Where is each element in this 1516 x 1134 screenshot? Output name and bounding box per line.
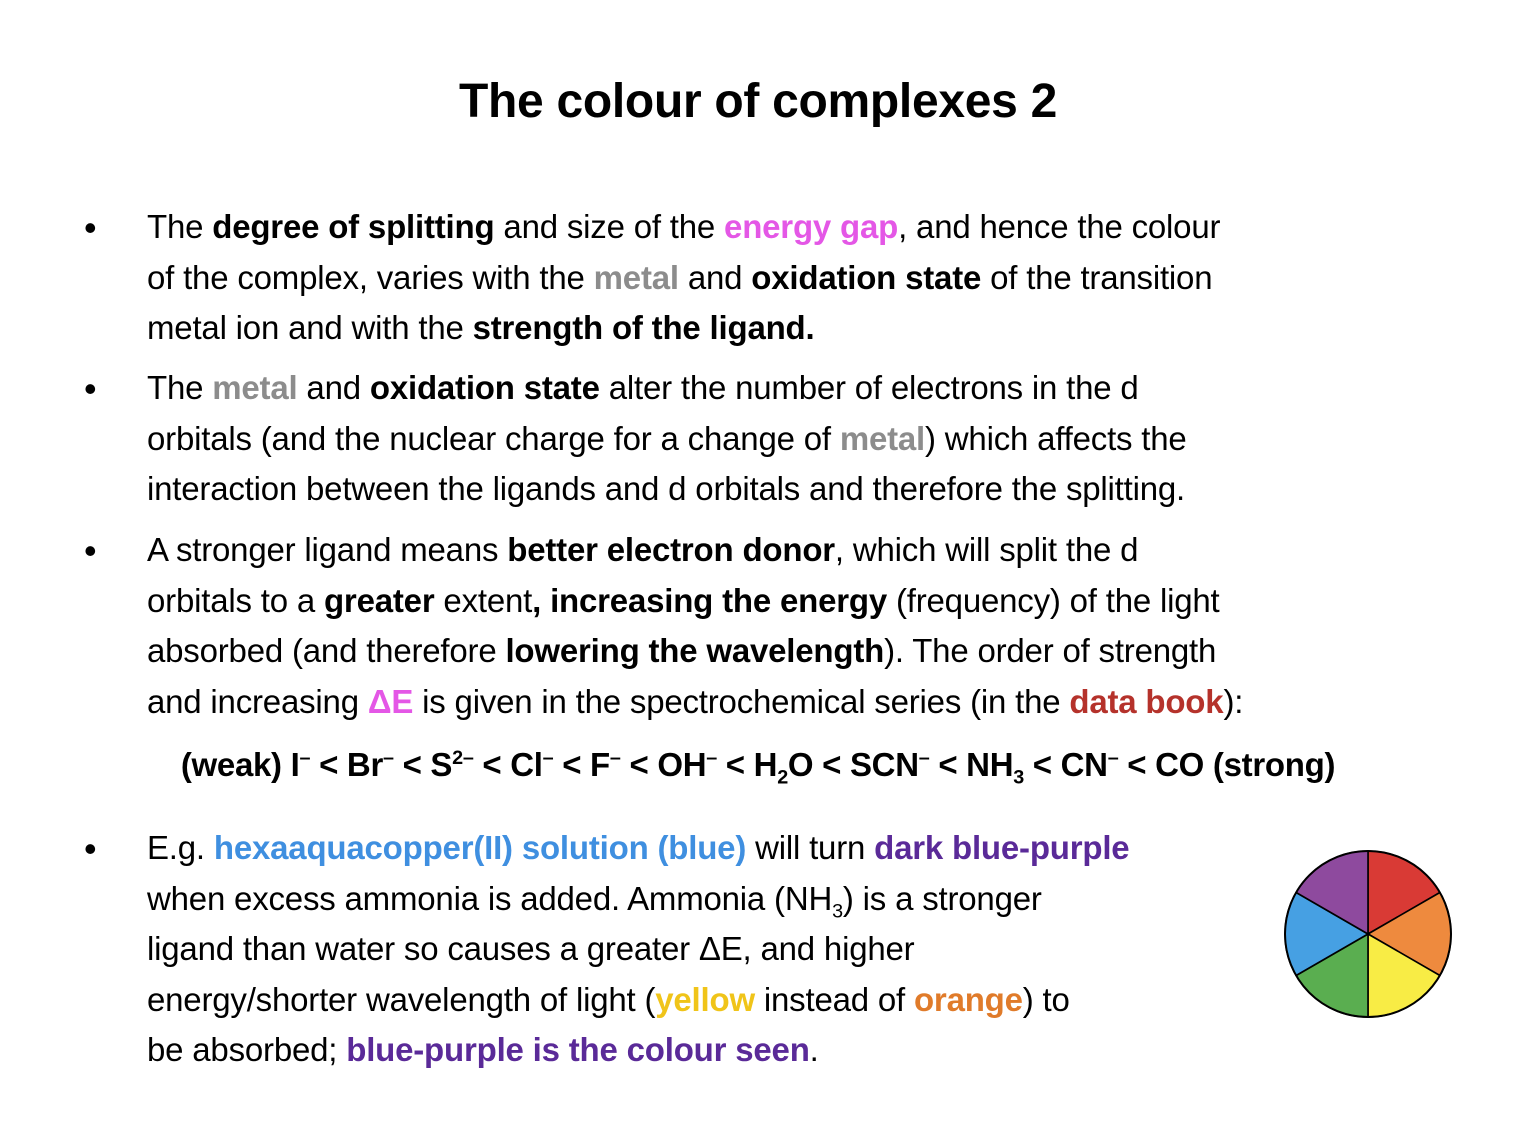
text-run: when excess ammonia is added. Ammonia (NH bbox=[147, 879, 833, 917]
text-bold: strength of the ligand. bbox=[472, 309, 815, 346]
subscript: 3 bbox=[1013, 766, 1024, 789]
charge-superscript: – bbox=[299, 747, 311, 769]
page-title: The colour of complexes 2 bbox=[459, 75, 1057, 128]
text-bold: greater bbox=[323, 581, 435, 619]
bullet-1-text bbox=[147, 202, 1220, 354]
series-text: (weak) I bbox=[180, 746, 300, 783]
text-run: ): bbox=[1223, 682, 1244, 720]
text-run: (frequency) of the light bbox=[887, 581, 1220, 619]
text-run: and bbox=[297, 369, 370, 406]
charge-superscript: 2– bbox=[452, 747, 474, 769]
text-run: , and hence the colour bbox=[898, 208, 1221, 245]
text-bold: better electron donor bbox=[507, 531, 835, 568]
text-run: ) is a stronger bbox=[842, 879, 1042, 917]
orange-highlight: orange bbox=[913, 980, 1023, 1018]
data-book-highlight: data book bbox=[1069, 682, 1224, 720]
text-bold: lowering the wavelength bbox=[505, 632, 885, 669]
bullet-3-text bbox=[147, 525, 1243, 727]
text-run: extent bbox=[434, 581, 533, 619]
bullet-marker: • bbox=[84, 828, 97, 869]
series-text: < H bbox=[716, 746, 778, 783]
text-run: ). The order of strength bbox=[884, 632, 1217, 669]
text-run: metal ion and with the bbox=[147, 309, 473, 346]
charge-superscript: – bbox=[918, 747, 930, 769]
series-text: < CO (strong) bbox=[1118, 746, 1336, 783]
text-run: orbitals to a bbox=[147, 581, 324, 619]
yellow-highlight: yellow bbox=[655, 980, 755, 1018]
spectrochemical-series bbox=[0, 746, 1516, 789]
text-bold: , increasing the energy bbox=[532, 581, 887, 619]
text-run: is given in the spectrochemical series (in the bbox=[413, 682, 1070, 720]
bullet-2-text bbox=[147, 363, 1187, 515]
text-run: energy/shorter wavelength of light ( bbox=[147, 980, 656, 1018]
text-bold: oxidation state bbox=[369, 369, 600, 406]
series-text: < CN bbox=[1023, 746, 1108, 783]
charge-superscript: – bbox=[706, 747, 717, 769]
text-run: and bbox=[678, 258, 752, 296]
text-run: be absorbed; bbox=[147, 1031, 347, 1068]
text-bold: degree of splitting bbox=[212, 208, 495, 245]
text-run: The bbox=[147, 208, 213, 245]
colour-wheel bbox=[1282, 848, 1454, 1020]
charge-superscript: – bbox=[542, 747, 554, 769]
series-text: O < SCN bbox=[787, 746, 919, 783]
text-run: . bbox=[809, 1031, 819, 1068]
text-run: of the transition bbox=[981, 258, 1213, 296]
text-run: orbitals (and the nuclear charge for a change of bbox=[147, 419, 840, 457]
text-run: instead of bbox=[754, 980, 914, 1018]
metal-highlight: metal bbox=[839, 419, 926, 457]
text-run: ) to bbox=[1022, 980, 1070, 1018]
delta-e-highlight: ΔE bbox=[367, 682, 414, 720]
series-text: < S bbox=[393, 746, 453, 783]
series-text: < Br bbox=[310, 746, 383, 783]
charge-superscript: – bbox=[383, 747, 394, 769]
energy-gap-highlight: energy gap bbox=[724, 208, 899, 245]
text-run: E.g. bbox=[147, 829, 214, 866]
charge-superscript: – bbox=[609, 747, 621, 769]
text-run: A stronger ligand means bbox=[147, 531, 508, 568]
series-text: < NH bbox=[929, 746, 1014, 783]
text-run: The bbox=[147, 369, 213, 406]
text-run: interaction between the ligands and d orbitals and therefore the splitting. bbox=[147, 470, 1186, 507]
bullet-4-text bbox=[147, 823, 1129, 1076]
text-run: , which will split the d bbox=[834, 531, 1139, 568]
charge-superscript: – bbox=[1107, 747, 1119, 769]
text-run: ) which affects the bbox=[925, 419, 1187, 457]
metal-highlight: metal bbox=[593, 258, 679, 296]
text-run: absorbed (and therefore bbox=[147, 632, 506, 669]
text-run: of the complex, varies with the bbox=[147, 258, 594, 296]
bullet-marker: • bbox=[84, 207, 97, 248]
subscript: 3 bbox=[832, 900, 843, 923]
metal-highlight: metal bbox=[212, 369, 298, 406]
text-run: ligand than water so causes a greater ΔE, and higher bbox=[147, 930, 915, 967]
series-text: < OH bbox=[620, 746, 707, 783]
text-run: and size of the bbox=[494, 208, 725, 245]
series-text: < F bbox=[553, 746, 610, 783]
bullet-marker: • bbox=[84, 530, 97, 571]
text-run: alter the number of electrons in the d bbox=[599, 369, 1139, 406]
text-run: will turn bbox=[746, 829, 875, 866]
subscript: 2 bbox=[777, 766, 788, 789]
text-run: and increasing bbox=[147, 682, 368, 720]
series-text: < Cl bbox=[473, 746, 543, 783]
dark-blue-purple-highlight: dark blue-purple bbox=[874, 829, 1130, 866]
hexaaquacopper-highlight: hexaaquacopper(II) solution (blue) bbox=[213, 829, 747, 866]
text-bold: oxidation state bbox=[751, 258, 982, 296]
colour-seen-highlight: blue-purple is the colour seen bbox=[346, 1031, 810, 1068]
bullet-marker: • bbox=[84, 368, 97, 409]
